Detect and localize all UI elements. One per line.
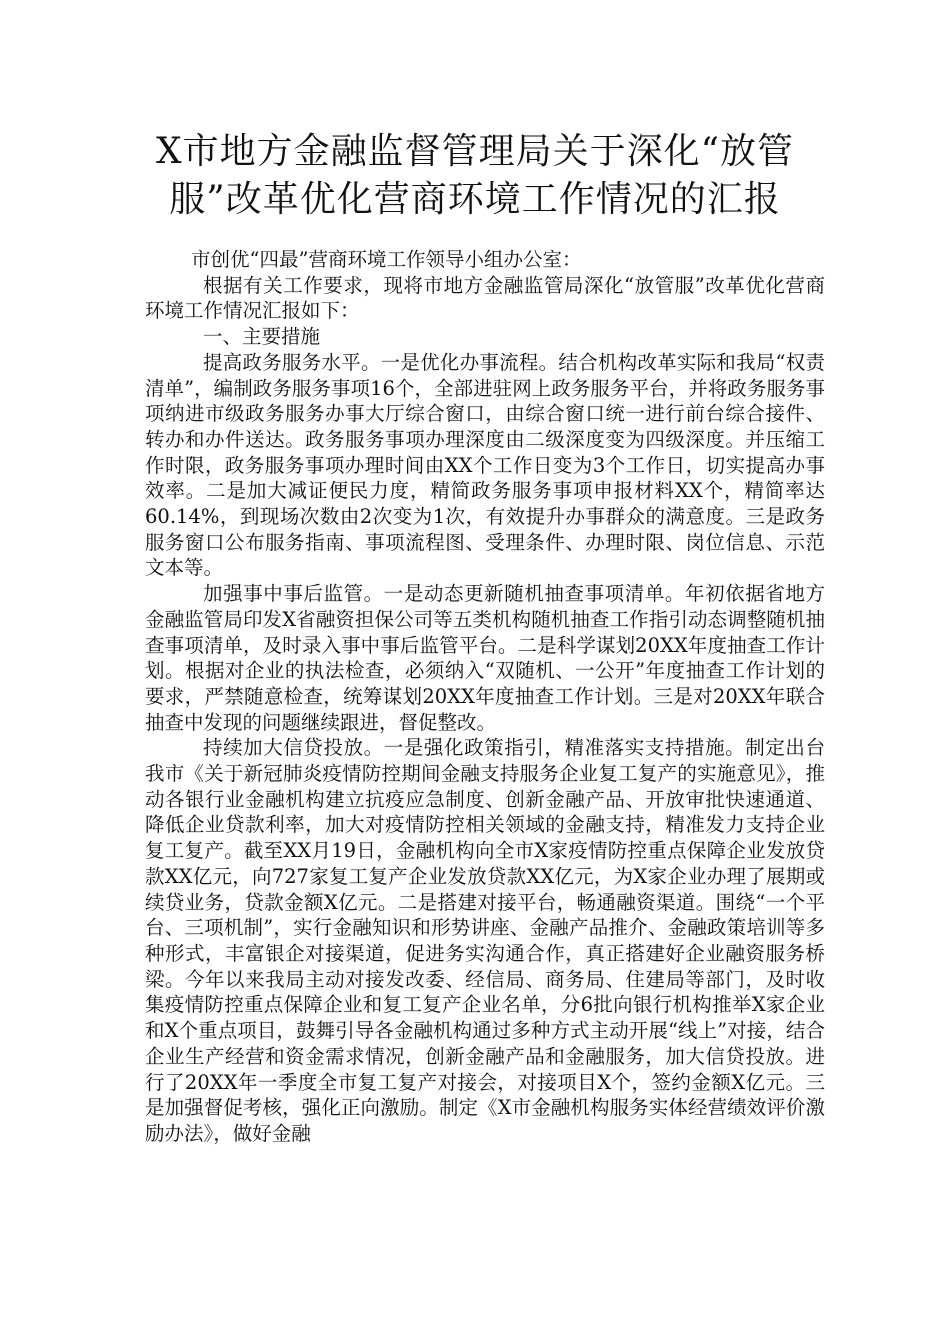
document-title: X市地方金融监督管理局关于深化“放管服”改革优化营商环境工作情况的汇报: [155, 131, 795, 220]
body-paragraph: 提高政务服务水平。一是优化办事流程。结合机构改革实际和我局“权责清单”，编制政务服务事项16个，全部进驻网上政务服务平台，并将政务服务事项纳进市级政务服务办事大厅综合窗口，由综合窗口统一进行前台综合接件、转办和办件送达。政务服务事项办理深度由二级深度变为四级深度。并压缩工作时限，政务服务事项办理时间由XX个工作日变为3个工作日，切实提高办事效率。二是加大减证便民力度，精简政务服务事项申报材料XX个，精简率达60.14%，到现场次数由2次变为1次，有效提升办事群众的满意度。三是政务服务窗口公布服务指南、事项流程图、受理条件、办理时限、岗位信息、示范文本等。: [145, 350, 825, 580]
body-paragraph: 持续加大信贷投放。一是强化政策指引，精准落实支持措施。制定出台我市《关于新冠肺炎疫情防控期间金融支持服务企业复工复产的实施意见》，推动各银行业金融机构建立抗疫应急制度、创新金融产品、开放审批快速通道、降低企业贷款利率，加大对疫情防控相关领域的金融支持，精准发力支持企业复工复产。截至XX月19日，金融机构向全市X家疫情防控重点保障企业发放贷款XX亿元，向727家复工复产企业发放贷款XX亿元，为X家企业办理了展期或续贷业务，贷款金额X亿元。二是搭建对接平台，畅通融资渠道。围绕“一个平台、三项机制”，实行金融知识和形势讲座、金融产品推介、金融政策培训等多种形式，丰富银企对接渠道，促进务实沟通合作，真正搭建好企业融资服务桥梁。今年以来我局主动对接发改委、经信局、商务局、住建局等部门，及时收集疫情防控重点保障企业和复工复产企业名单，分6批向银行机构推举X家企业和X个重点项目，鼓舞引导各金融机构通过多种方式主动开展“线上”对接，结合企业生产经营和资金需求情况，创新金融产品和金融服务，加大信贷投放。进行了20XX年一季度全市复工复产对接会，对接项目X个，签约金额X亿元。三是加强督促考核，强化正向激励。制定《X市金融机构服务实体经营绩效评价激励办法》，做好金融: [145, 736, 825, 1145]
salutation: 市创优“四最”营商环境工作领导小组办公室：: [191, 248, 582, 271]
intro-paragraph: 根据有关工作要求，现将市地方金融监管局深化“放管服”改革优化营商环境工作情况汇报如下：: [145, 273, 825, 323]
section-heading: 一、主要措施: [203, 325, 321, 349]
body-paragraph: 加强事中事后监管。一是动态更新随机抽查事项清单。年初依据省地方金融监管局印发X省融资担保公司等五类机构随机抽查工作指引动态调整随机抽查事项清单，及时录入事中事后监管平台。二是科学谋划20XX年度抽查工作计划。根据对企业的执法检查，必须纳入“双随机、一公开”年度抽查工作计划的要求，严禁随意检查，统筹谋划20XX年度抽查工作计划。三是对20XX年联合抽查中发现的问题继续跟进，督促整改。: [145, 582, 825, 734]
document-body: [145, 247, 825, 1147]
